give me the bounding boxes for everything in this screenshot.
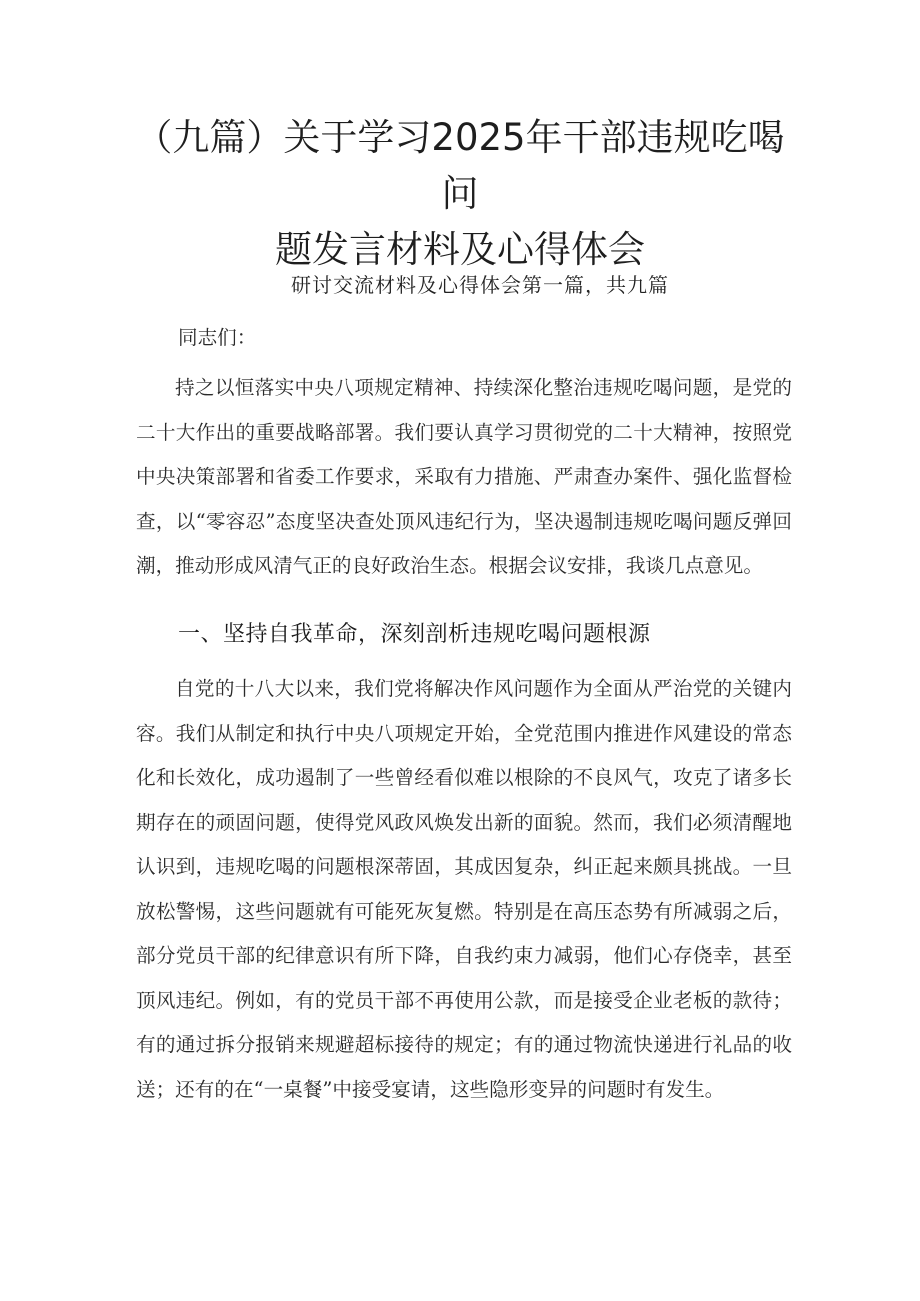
title-line-2: 题发言材料及心得体会 [275, 228, 645, 271]
document-title [120, 110, 800, 278]
document-subtitle: 研讨交流材料及心得体会第一篇，共九篇 [291, 273, 669, 297]
paragraph-section-1: 自党的十八大以来，我们党将解决作风问题作为全面从严治党的关键内容。我们从制定和执行中央八项规定开始，全党范围内推进作风建设的常态化和长效化，成功遏制了一些曾经看似难以根除的不良风气，攻克了诸多长期存在的顽固问题，使得党风政风焕发出新的面貌。然而，我们必须清醒地认识到，违规吃喝的问题根深蒂固，其成因复杂，纠正起来颇具挑战。一旦放松警惕，这些问题就有可能死灰复燃。特别是在高压态势有所减弱之后，部分党员干部的纪律意识有所下降，自我约束力减弱，他们心存侥幸，甚至顶风违纪。例如，有的党员干部不再使用公款，而是接受企业老板的款待；有的通过拆分报销来规避超标接待的规定；有的通过物流快递进行礼品的收送；还有的在“一桌餐”中接受宴请，这些隐形变异的问题时有发生。 [136, 677, 792, 1101]
paragraph-intro: 持之以恒落实中央八项规定精神、持续深化整治违规吃喝问题，是党的二十大作出的重要战略部署。我们要认真学习贯彻党的二十大精神，按照党中央决策部署和省委工作要求，采取有力措施、严肃查办案件、强化监督检查，以“零容忍”态度坚决查处顶风违纪行为，坚决遏制违规吃喝问题反弹回潮，推动形成风清气正的良好政治生态。根据会议安排，我谈几点意见。 [136, 376, 792, 577]
salutation: 同志们： [178, 326, 257, 349]
section-heading-1: 一、坚持自我革命，深刻剖析违规吃喝问题根源 [178, 622, 651, 647]
title-line-1: （九篇）关于学习2025年干部违规吃喝问 [135, 116, 785, 215]
body-section-intro [136, 366, 792, 589]
body-section-1 [136, 667, 792, 1112]
